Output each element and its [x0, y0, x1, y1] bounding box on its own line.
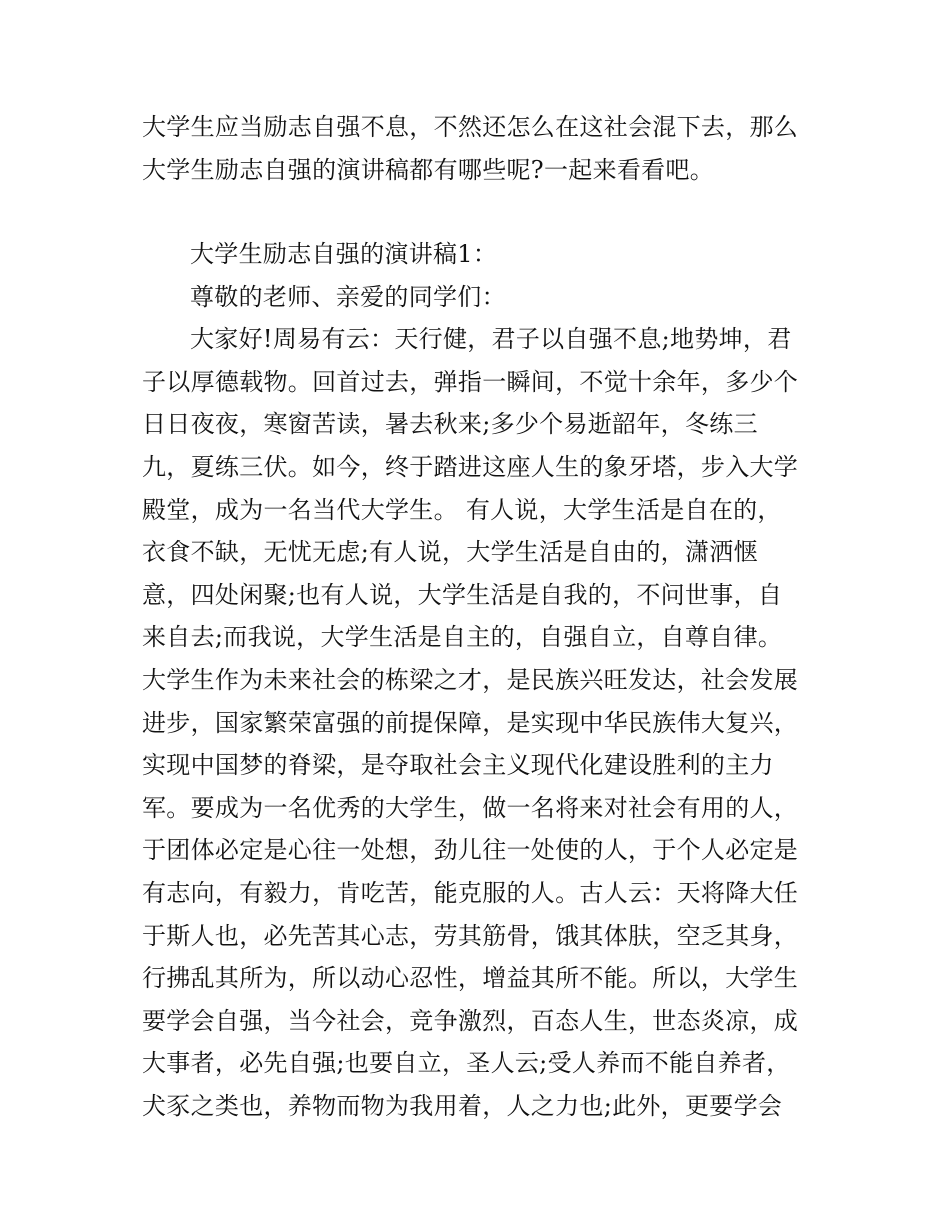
speech-section: [142, 233, 822, 1127]
body-line-9: 大学生作为未来社会的栋梁之才，是民族兴旺发达，社会发展: [142, 665, 799, 694]
body-line-12: 军。要成为一名优秀的大学生，做一名将来对社会有用的人，: [142, 793, 799, 822]
body-line-1: 大家好!周易有云：天行健，君子以自强不息;地势坤，君: [190, 325, 792, 354]
body-line-4: 九，夏练三伏。如今，终于踏进这座人生的象牙塔，步入大学: [142, 452, 799, 481]
body-line-8: 来自去;而我说，大学生活是自主的，自强自立，自尊自律。: [142, 623, 783, 652]
body-line-17: 要学会自强，当今社会，竞争激烈，百态人生，世态炎凉，成: [142, 1006, 799, 1035]
body-line-7: 意，四处闲聚;也有人说，大学生活是自我的，不问世事，自: [142, 580, 783, 609]
body-line-16: 行拂乱其所为，所以动心忍性，增益其所不能。所以，大学生: [142, 964, 799, 993]
intro-line-1: 大学生应当励志自强不息，不然还怎么在这社会混下去，那么: [142, 113, 799, 141]
body-line-5: 殿堂，成为一名当代大学生。 有人说，大学生活是自在的，: [142, 495, 782, 524]
speech-heading: 大学生励志自强的演讲稿1：: [190, 240, 498, 268]
body-line-18: 大事者，必先自强;也要自立，圣人云;受人养而不能自养者，: [142, 1049, 791, 1078]
body-line-6: 衣食不缺，无忧无虑;有人说，大学生活是自由的，潇洒惬: [142, 538, 758, 567]
body-line-15: 于斯人也，必先苦其心志，劳其筋骨，饿其体肤，空乏其身，: [142, 921, 799, 950]
intro-paragraph: [142, 106, 822, 191]
speech-greeting: 尊敬的老师、亲爱的同学们：: [190, 282, 506, 311]
body-line-13: 于团体必定是心往一处想，劲儿往一处使的人，于个人必定是: [142, 836, 799, 865]
body-line-2: 子以厚德载物。回首过去，弹指一瞬间，不觉十余年，多少个: [142, 367, 799, 396]
body-line-3: 日日夜夜，寒窗苦读，暑去秋来;多少个易逝韶年，冬练三: [142, 410, 758, 439]
body-line-19: 犬豕之类也，养物而物为我用着，人之力也;此外，更要学会: [142, 1091, 783, 1120]
body-line-10: 进步，国家繁荣富强的前提保障，是实现中华民族伟大复兴，: [142, 708, 799, 737]
body-line-11: 实现中国梦的脊梁，是夺取社会主义现代化建设胜利的主力: [142, 751, 774, 780]
intro-line-2: 大学生励志自强的演讲稿都有哪些呢?一起来看看吧。: [142, 155, 715, 184]
body-line-14: 有志向，有毅力，肯吃苦，能克服的人。古人云：天将降大任: [142, 878, 799, 907]
